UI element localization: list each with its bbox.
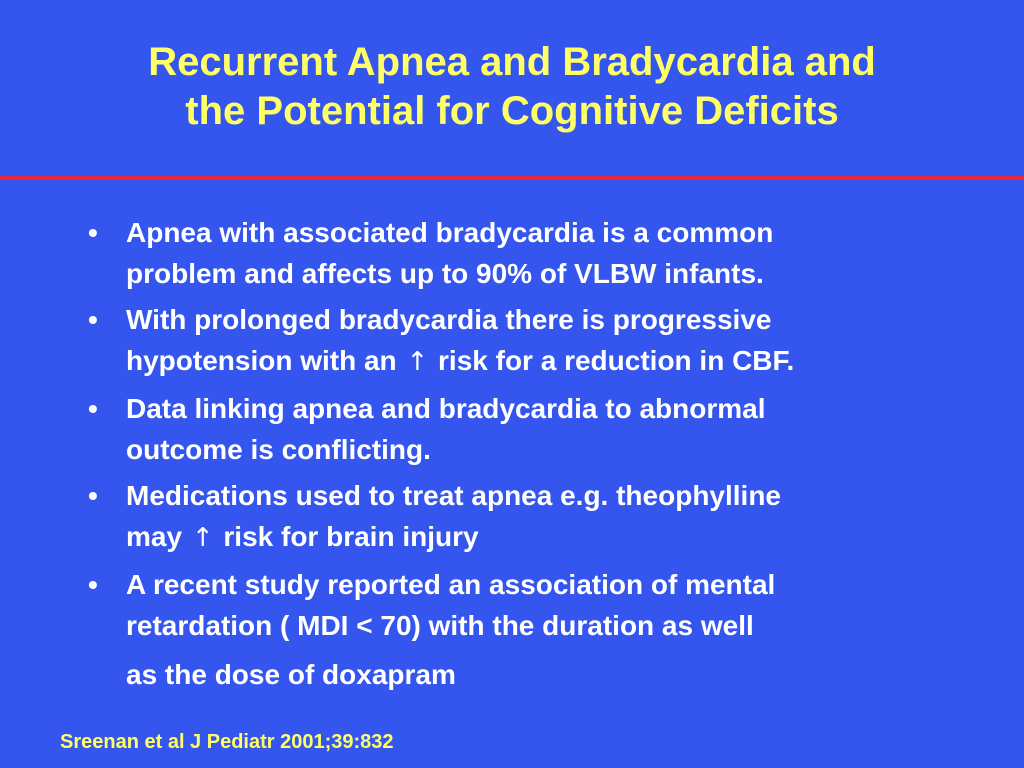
bullet-line: A recent study reported an association of mental [126,569,776,600]
bullet-text-segment: may [126,521,183,552]
bullet-text-segment: hypotension with an [126,345,397,376]
bullet-text-segment: risk for a reduction in CBF. [438,345,795,376]
bullet-line: as the dose of doxapram [126,659,456,690]
bullet-marker: • [88,393,98,424]
bullet-line: Medications used to treat apnea e.g. theophylline [126,480,782,511]
bullet-line: retardation ( MDI < 70) with the duration as well [126,610,754,641]
bullet-item-medications [88,475,988,559]
bullet-marker: • [88,217,98,248]
bullet-list [88,212,988,700]
bullet-line: problem and affects up to 90% of VLBW infants. [126,258,764,289]
bullet-line: outcome is conflicting. [126,434,431,465]
bullet-line [126,340,988,383]
bullet-item-recent-study [88,564,988,695]
bullet-line [126,516,988,559]
bullet-item-prolonged-bradycardia [88,299,988,383]
slide-title [0,38,1024,136]
bullet-text-segment: risk for brain injury [223,521,479,552]
bullet-marker: • [88,480,98,511]
bullet-line: With prolonged bradycardia there is progressive [126,304,772,335]
citation: Sreenan et al J Pediatr 2001;39:832 [60,731,394,753]
bullet-item-apnea-common [88,212,988,294]
title-line-1: Recurrent Apnea and Bradycardia and [148,40,876,84]
bullet-marker: • [88,569,98,600]
bullet-item-data-conflicting [88,388,988,470]
bullet-line: Apnea with associated bradycardia is a common [126,217,774,248]
title-line-2: the Potential for Cognitive Deficits [185,89,839,133]
bullet-line: Data linking apnea and bradycardia to abnormal [126,393,766,424]
title-divider [0,176,1024,180]
up-arrow-icon: ↑ [191,523,214,553]
up-arrow-icon: ↑ [406,347,429,377]
bullet-marker: • [88,304,98,335]
